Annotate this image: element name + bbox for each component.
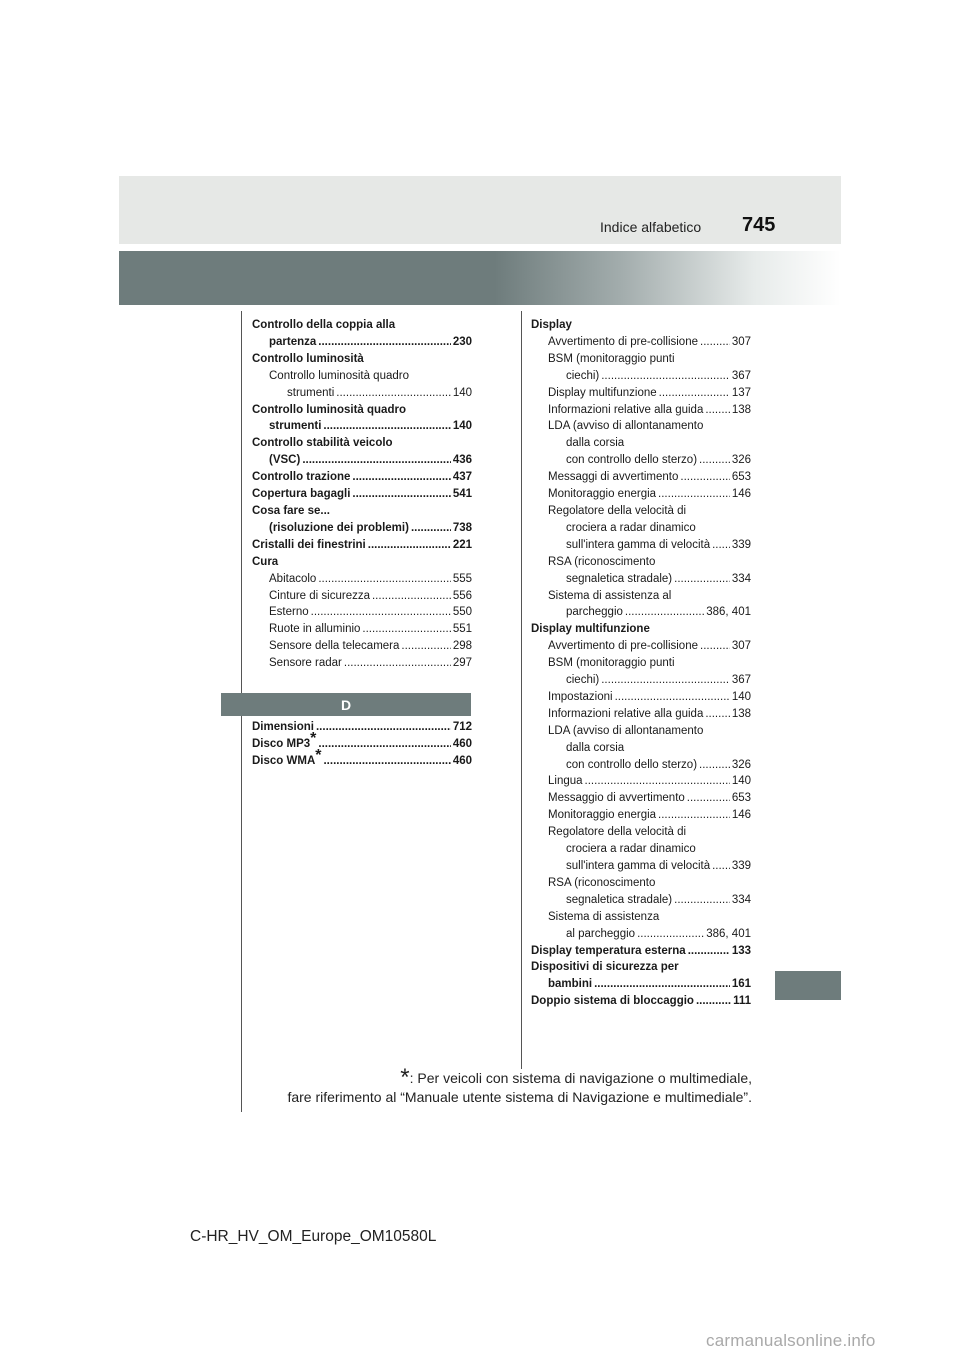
- index-entry: [531, 469, 751, 486]
- index-entry-text: parcheggio: [566, 606, 623, 619]
- index-entry-text: Display temperatura esterna: [531, 944, 686, 957]
- leader-dots: [585, 773, 730, 790]
- leader-dots: [674, 892, 730, 909]
- index-entry-text: Informazioni relative alla guida: [548, 403, 704, 416]
- footnote-star: *: [400, 1064, 410, 1091]
- index-entry: Controllo luminosità quadro: [269, 369, 409, 382]
- leader-dots: [302, 452, 451, 469]
- index-entry: Regolatore della velocità di: [548, 504, 687, 517]
- leader-dots: [637, 926, 704, 943]
- index-entry-text: Cinture di sicurezza: [269, 589, 370, 602]
- index-entry: [252, 604, 472, 621]
- index-entry: Sistema di assistenza: [548, 910, 660, 923]
- index-entry: Display: [531, 319, 572, 331]
- index-entry-text: [252, 719, 314, 736]
- index-entry-page: 297: [452, 657, 472, 670]
- index-entry: Controllo luminosità: [252, 352, 364, 365]
- index-entry: [252, 621, 472, 638]
- index-entry-page: 334: [731, 893, 751, 906]
- index-entry: [531, 334, 751, 351]
- index-entry: [531, 773, 751, 790]
- index-entry-text: Controllo trazione: [252, 471, 351, 484]
- index-entry: Display multifunzione: [531, 623, 650, 636]
- index-entry: Regolatore della velocità di: [548, 826, 687, 839]
- leader-dots: [712, 537, 730, 554]
- index-entry: [252, 385, 472, 402]
- letter-heading-d: D: [221, 693, 471, 716]
- footnote-marker: *: [315, 746, 322, 764]
- index-entry-page: 436: [452, 454, 472, 467]
- leader-dots: [594, 976, 730, 993]
- index-entry-text: con controllo dello sterzo): [566, 758, 698, 771]
- index-entry-page: 339: [731, 860, 751, 872]
- index-entry-text: bambini: [548, 978, 593, 991]
- leader-dots: [696, 993, 731, 1010]
- index-entry: [531, 807, 751, 824]
- index-entry: Cura: [252, 555, 279, 568]
- index-entry: [531, 402, 751, 419]
- index-entry: Dispositivi di sicurezza per: [531, 961, 679, 974]
- index-entry-text: strumenti: [269, 420, 322, 433]
- index-entry: [531, 926, 751, 943]
- leader-dots: [688, 943, 730, 960]
- index-entry-page: 146: [731, 488, 751, 501]
- index-column-left: [252, 317, 472, 672]
- index-entry: LDA (avviso di allontanamento: [548, 420, 704, 433]
- index-entry: [531, 368, 751, 385]
- header-band: [119, 176, 841, 244]
- index-entry: Cosa fare se...: [252, 504, 330, 517]
- index-entry-page: 140: [452, 420, 472, 433]
- index-entry: [252, 334, 472, 351]
- index-entry: [531, 790, 751, 807]
- index-entry-text: [252, 746, 322, 770]
- index-entry-text: sull'intera gamma di velocità: [566, 538, 711, 551]
- index-entry-page: 111: [733, 995, 751, 1008]
- index-entry-page: 367: [731, 674, 751, 687]
- index-entry-text: Sensore radar: [269, 657, 342, 670]
- leader-dots: [336, 385, 451, 402]
- index-entry-text: Monitoraggio energia: [548, 488, 657, 501]
- index-entry: BSM (monitoraggio punti: [548, 657, 675, 670]
- index-entry: [531, 672, 751, 689]
- index-entry-text: con controllo dello sterzo): [566, 454, 698, 467]
- index-entry: [252, 638, 472, 655]
- index-entry-page: 541: [452, 488, 472, 501]
- index-entry: [252, 571, 472, 588]
- index-entry-page: 140: [731, 690, 751, 703]
- leader-dots: [344, 655, 451, 672]
- index-entry-label: Disco MP3: [252, 737, 311, 750]
- index-entry-text: ciechi): [566, 369, 600, 382]
- leader-dots: [615, 689, 730, 706]
- index-entry-text: ciechi): [566, 674, 600, 687]
- index-entry-label: Dimensioni: [252, 721, 314, 733]
- index-entry-page: 230: [452, 335, 472, 348]
- index-entry-text: Cristalli dei finestrini: [252, 538, 366, 551]
- footnote-line-2: fare riferimento al “Manuale utente sistema di Navigazione e multimediale”.: [287, 1089, 752, 1105]
- index-entry: Sistema di assistenza al: [548, 589, 672, 602]
- leader-dots: [658, 486, 730, 503]
- index-entry: [531, 976, 751, 993]
- index-entry: [531, 604, 751, 621]
- index-entry-page: 138: [731, 403, 751, 416]
- index-entry-text: Display multifunzione: [548, 386, 657, 399]
- index-entry: [252, 719, 472, 736]
- index-entry-page: 140: [452, 386, 472, 399]
- leader-dots: [674, 571, 730, 588]
- document-id: C-HR_HV_OM_Europe_OM10580L: [190, 1228, 437, 1245]
- index-entry-page: 653: [731, 792, 751, 805]
- index-entry-page: 161: [731, 978, 751, 991]
- index-entry-page: 460: [452, 737, 472, 750]
- index-entry-page: 137: [731, 386, 751, 399]
- index-entry-text: Esterno: [269, 606, 309, 619]
- leader-dots: [659, 385, 730, 402]
- index-entry: Controllo della coppia alla: [252, 319, 396, 331]
- leader-dots: [368, 537, 451, 554]
- index-entry: [252, 452, 472, 469]
- column-divider-middle: [521, 311, 522, 1069]
- leader-dots: [687, 790, 730, 807]
- index-entry-page: 555: [452, 572, 472, 585]
- index-entry-page: 298: [452, 640, 472, 653]
- index-entry: [531, 689, 751, 706]
- leader-dots: [699, 757, 730, 774]
- index-entry-text: Messaggi di avvertimento: [548, 471, 679, 484]
- section-title: Indice alfabetico: [600, 219, 702, 235]
- index-entry: Controllo stabilità veicolo: [252, 437, 393, 450]
- footnote-marker: *: [310, 729, 317, 747]
- page-number: 745: [742, 214, 776, 236]
- leader-dots: [352, 469, 450, 486]
- index-entry-page: 551: [452, 623, 472, 636]
- index-entry-page: 140: [731, 775, 751, 788]
- index-entry-text: Ruote in alluminio: [269, 623, 361, 636]
- footnote: [287, 1064, 752, 1107]
- index-entry: [531, 892, 751, 909]
- index-entry-page: 738: [452, 521, 472, 534]
- index-entry: [531, 943, 751, 960]
- leader-dots: [323, 753, 450, 770]
- index-entry-text: segnaletica stradale): [566, 893, 673, 906]
- index-column-right: [531, 317, 751, 1010]
- leader-dots: [318, 736, 450, 753]
- index-entry-text: Copertura bagagli: [252, 488, 351, 501]
- leader-dots: [700, 334, 730, 351]
- index-entry-page: 339: [731, 538, 751, 551]
- index-entry: crociera a radar dinamico: [566, 843, 696, 856]
- index-entry: [531, 757, 751, 774]
- index-entry: [252, 520, 472, 537]
- leader-dots: [658, 807, 730, 824]
- index-entry-text: al parcheggio: [566, 927, 636, 940]
- index-entry: [252, 486, 472, 503]
- leader-dots: [401, 638, 450, 655]
- index-entry-page: 138: [731, 707, 751, 720]
- leader-dots: [372, 588, 451, 605]
- index-entry-text: Messaggio di avvertimento: [548, 792, 685, 805]
- index-entry: [252, 746, 472, 770]
- watermark: carmanualsonline.info: [706, 1331, 876, 1350]
- leader-dots: [705, 706, 729, 723]
- leader-dots: [316, 719, 451, 736]
- index-entry: [252, 655, 472, 672]
- index-entry-text: [252, 729, 317, 753]
- index-entry-page: 326: [731, 758, 751, 771]
- leader-dots: [318, 571, 451, 588]
- index-entry: [252, 418, 472, 435]
- chapter-side-tab: [775, 971, 841, 1000]
- index-entry: RSA (riconoscimento: [548, 876, 656, 889]
- leader-dots: [700, 638, 730, 655]
- index-entry-page: 307: [731, 335, 751, 348]
- leader-dots: [362, 621, 450, 638]
- index-entry-text: Monitoraggio energia: [548, 809, 657, 822]
- index-entry: [531, 537, 751, 554]
- index-entry-label: Disco WMA: [252, 754, 316, 767]
- index-entry: [531, 638, 751, 655]
- leader-dots: [699, 452, 730, 469]
- index-entry-page: 386, 401: [706, 927, 751, 940]
- index-entry-page: 653: [731, 471, 751, 484]
- index-entry-page: 367: [731, 369, 751, 382]
- index-entry: [531, 993, 751, 1010]
- index-entry-page: 712: [452, 721, 472, 733]
- leader-dots: [411, 520, 451, 537]
- index-entry: [531, 452, 751, 469]
- index-entry-page: 437: [452, 471, 472, 484]
- decorative-gradient-band: [119, 251, 841, 305]
- footnote-line-1: [287, 1064, 752, 1091]
- index-entry: [252, 537, 472, 554]
- index-entry-text: partenza: [269, 335, 317, 348]
- leader-dots: [712, 858, 730, 875]
- index-entry-text: strumenti: [287, 386, 335, 399]
- index-entry-text: Informazioni relative alla guida: [548, 707, 704, 720]
- index-entry: dalla corsia: [566, 437, 625, 450]
- index-entry: [531, 486, 751, 503]
- index-entry-page: 334: [731, 572, 751, 585]
- index-entry-page: 133: [731, 944, 751, 957]
- leader-dots: [311, 604, 451, 621]
- index-entry-page: 550: [452, 606, 472, 619]
- index-entry: LDA (avviso di allontanamento: [548, 724, 704, 737]
- index-entry-text: Doppio sistema di bloccaggio: [531, 995, 694, 1008]
- index-entry: BSM (monitoraggio punti: [548, 352, 675, 365]
- index-entry: [252, 729, 472, 753]
- index-entry: dalla corsia: [566, 741, 625, 754]
- index-entry: Controllo luminosità quadro: [252, 403, 406, 416]
- footnote-text-1: : Per veicoli con sistema di navigazione o multimediale,: [409, 1070, 752, 1086]
- leader-dots: [352, 486, 450, 503]
- leader-dots: [601, 368, 730, 385]
- index-entry: crociera a radar dinamico: [566, 521, 696, 534]
- index-entry: [252, 588, 472, 605]
- index-entry-page: 307: [731, 640, 751, 653]
- index-entry-text: sull'intera gamma di velocità: [566, 860, 711, 872]
- index-entry: [531, 571, 751, 588]
- index-entry: [531, 706, 751, 723]
- index-entry-text: Impostazioni: [548, 690, 613, 703]
- index-entry-text: Avvertimento di pre-collisione: [548, 335, 698, 348]
- index-entry-text: Lingua: [548, 775, 583, 788]
- index-entry-page: 556: [452, 589, 472, 602]
- index-entry-page: 386, 401: [706, 606, 751, 619]
- index-entry: [252, 469, 472, 486]
- index-entry-page: 221: [452, 538, 472, 551]
- leader-dots: [601, 672, 730, 689]
- leader-dots: [323, 418, 450, 435]
- index-entry-page: 146: [731, 809, 751, 822]
- leader-dots: [625, 604, 704, 621]
- index-entry-text: Avvertimento di pre-collisione: [548, 640, 698, 653]
- index-entry: [531, 385, 751, 402]
- leader-dots: [318, 334, 451, 351]
- index-entry: [531, 858, 751, 875]
- index-entry-text: (risoluzione dei problemi): [269, 521, 409, 534]
- index-entry-text: segnaletica stradale): [566, 572, 673, 585]
- leader-dots: [680, 469, 729, 486]
- leader-dots: [705, 402, 729, 419]
- index-entry: RSA (riconoscimento: [548, 555, 656, 568]
- index-column-d: [252, 719, 472, 770]
- index-entry-text: (VSC): [269, 454, 301, 467]
- index-entry-text: Abitacolo: [269, 572, 317, 585]
- index-entry-page: 326: [731, 454, 751, 467]
- index-entry-text: Sensore della telecamera: [269, 640, 400, 653]
- index-entry-page: 460: [452, 754, 472, 767]
